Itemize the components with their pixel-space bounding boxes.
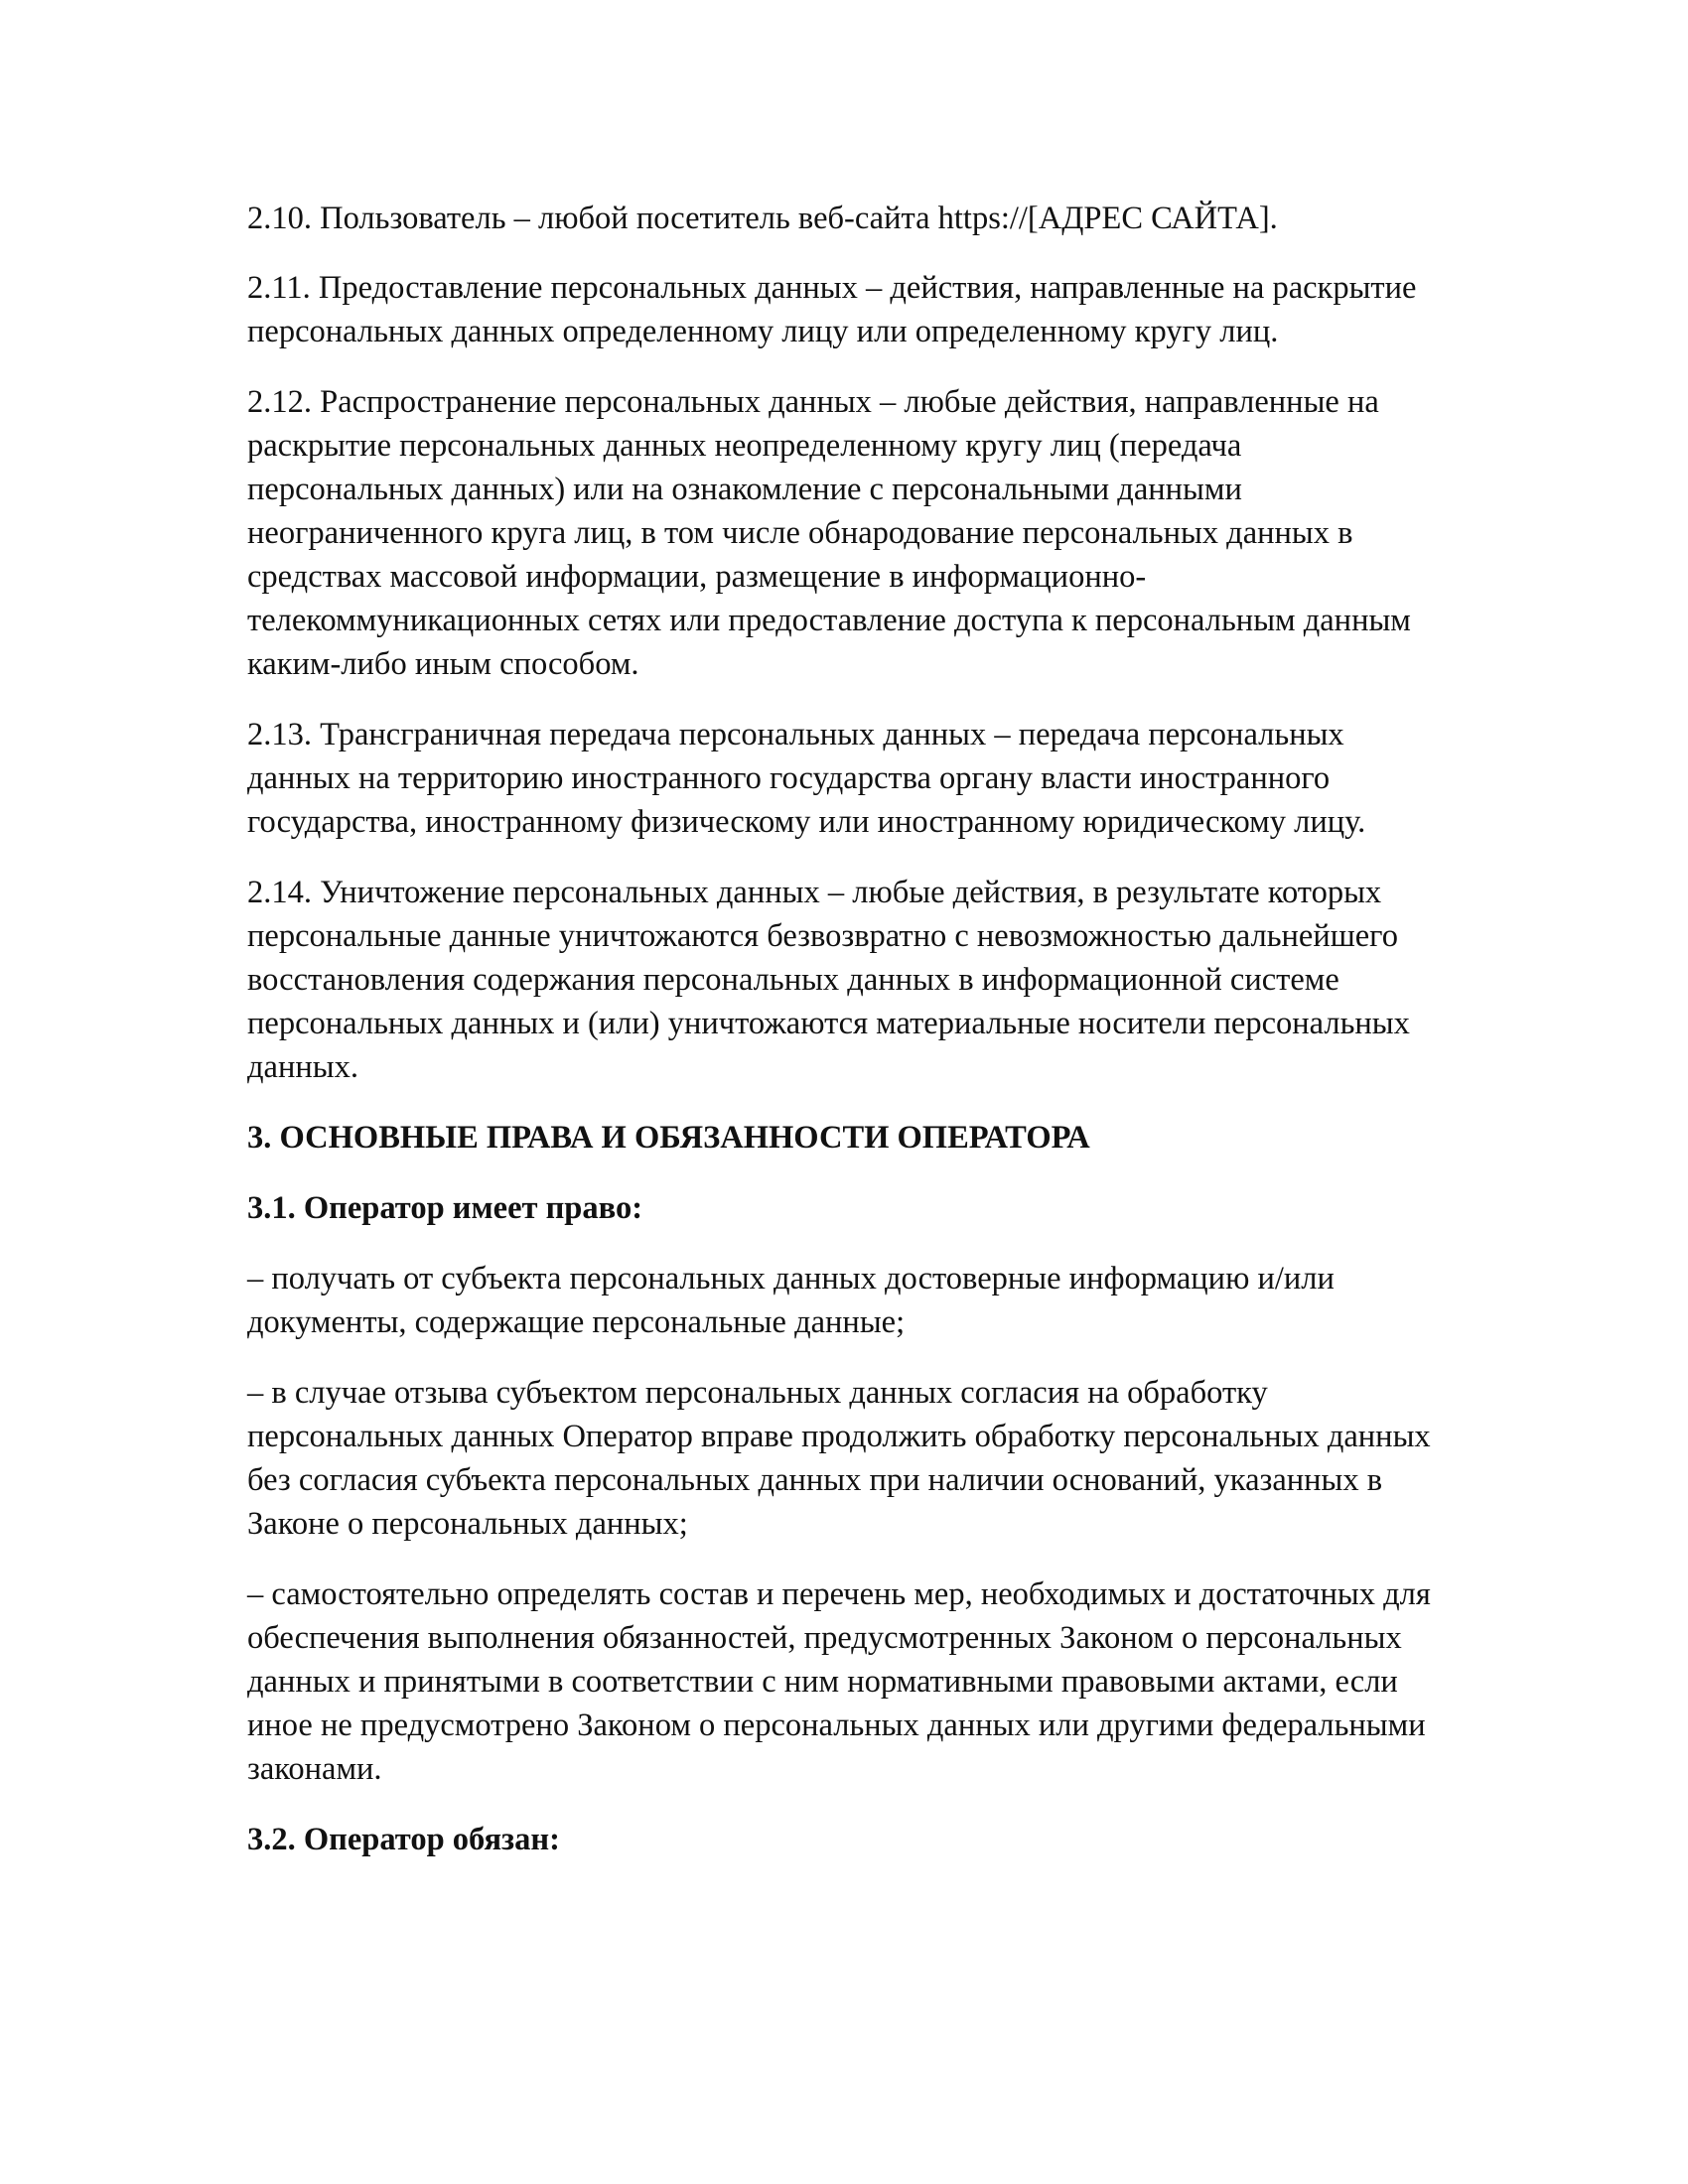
list-item-right-1: – получать от субъекта персональных данных достоверные информацию и/или документы, содержащие персональные данные; xyxy=(247,1261,1335,1340)
section-heading-3: 3. ОСНОВНЫЕ ПРАВА И ОБЯЗАННОСТИ ОПЕРАТОРА xyxy=(247,1120,1090,1156)
list-item-right-3: – самостоятельно определять состав и перечень мер, необходимых и достаточных для обеспечения выполнения обязанностей, предусмотренных Законом о персональных данных и принятыми в соответствии с ним нормативными правовыми актами, если иное не предусмотрено Законом о персональных данных или другими федеральными законами. xyxy=(247,1576,1431,1787)
paragraph-2-10: 2.10. Пользователь – любой посетитель веб-сайта https://[АДРЕС САЙТА]. xyxy=(247,201,1278,236)
subsection-heading-3-2: 3.2. Оператор обязан: xyxy=(247,1822,560,1857)
paragraph-2-13: 2.13. Трансграничная передача персональных данных – передача персональных данных на территорию иностранного государства органу власти иностранного государства, иностранному физическому или иностранному юридическому лицу. xyxy=(247,717,1366,840)
subsection-heading-3-1: 3.1. Оператор имеет право: xyxy=(247,1190,643,1226)
list-item-right-2: – в случае отзыва субъектом персональных данных согласия на обработку персональных данных Оператор вправе продолжить обработку персональных данных без согласия субъекта персональных данных при наличии оснований, указанных в Законе о персональных данных; xyxy=(247,1375,1431,1542)
paragraph-2-11: 2.11. Предоставление персональных данных – действия, направленные на раскрытие персональных данных определенному лицу или определенному кругу лиц. xyxy=(247,270,1417,349)
paragraph-2-12: 2.12. Распространение персональных данных – любые действия, направленные на раскрытие персональных данных неопределенному кругу лиц (передача персональных данных) или на ознакомление с персональными данными неограниченного круга лиц, в том числе обнародование персональных данных в средствах массовой информации, размещение в информационно-телекоммуникационных сетях или предоставление доступа к персональным данным каким-либо иным способом. xyxy=(247,384,1411,682)
document-body xyxy=(247,197,1444,1888)
paragraph-2-14: 2.14. Уничтожение персональных данных – любые действия, в результате которых персональные данные уничтожаются безвозвратно с невозможностью дальнейшего восстановления содержания персональных данных в информационной системе персональных данных и (или) уничтожаются материальные носители персональных данных. xyxy=(247,875,1410,1085)
